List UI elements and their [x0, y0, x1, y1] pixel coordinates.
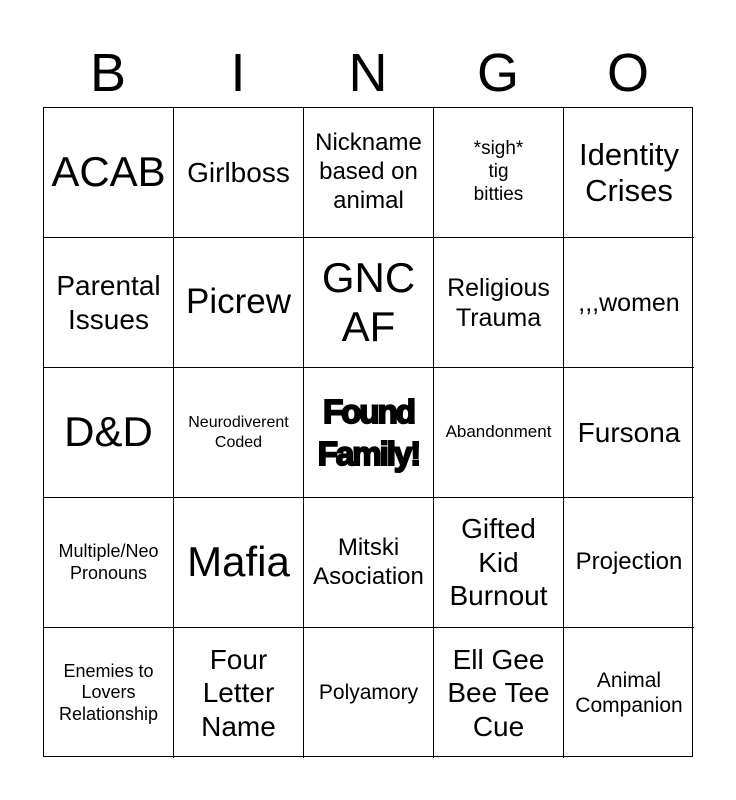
cell-label: Enemies to Lovers Relationship — [58, 660, 159, 724]
cell-label: ,,,women — [578, 288, 680, 317]
cell-label: Multiple/Neo Pronouns — [58, 540, 159, 583]
cell-label: Gifted Kid Burnout — [449, 513, 548, 612]
cell-label: Projection — [575, 548, 683, 576]
free-space-label: Found Family! — [317, 393, 420, 472]
bingo-cell-4-4[interactable] — [434, 498, 564, 628]
header-letter-i: I — [230, 43, 246, 103]
cell-label: Mitski Asociation — [313, 533, 424, 590]
header-letter-o: O — [606, 43, 649, 103]
cell-label: GNC AF — [321, 254, 416, 350]
bingo-cell-4-1[interactable] — [44, 498, 174, 628]
cell-label: *sigh* tig bitties — [473, 138, 524, 205]
bingo-cell-2-3[interactable] — [304, 238, 434, 368]
bingo-cell-5-4[interactable] — [434, 628, 564, 758]
cell-label: Animal Companion — [575, 668, 683, 717]
bingo-cell-2-2[interactable] — [174, 238, 304, 368]
bingo-cell-2-1[interactable] — [44, 238, 174, 368]
bingo-cell-5-5[interactable] — [564, 628, 694, 758]
cell-label: Picrew — [185, 282, 292, 322]
cell-label: Religious Trauma — [447, 273, 550, 332]
header-letter-g: G — [476, 43, 519, 103]
bingo-cell-1-4[interactable] — [434, 108, 564, 238]
bingo-cell-1-1[interactable] — [44, 108, 174, 238]
bingo-cell-2-5[interactable] — [564, 238, 694, 368]
cell-label: Four Letter Name — [201, 643, 276, 742]
bingo-cell-4-2[interactable] — [174, 498, 304, 628]
cell-label: Girlboss — [187, 156, 290, 188]
header-letter-n: N — [348, 43, 388, 103]
bingo-cell-3-4[interactable] — [434, 368, 564, 498]
bingo-cell-5-1[interactable] — [44, 628, 174, 758]
cell-label: Ell Gee Bee Tee Cue — [447, 643, 550, 742]
bingo-header — [43, 40, 693, 106]
header-letter-b: B — [89, 43, 127, 103]
bingo-cell-3-3[interactable] — [304, 368, 434, 498]
bingo-cell-2-4[interactable] — [434, 238, 564, 368]
cell-label: Parental Issues — [56, 269, 161, 335]
cell-label: D&D — [64, 408, 153, 456]
bingo-cell-1-5[interactable] — [564, 108, 694, 238]
bingo-cell-4-5[interactable] — [564, 498, 694, 628]
bingo-cell-1-3[interactable] — [304, 108, 434, 238]
cell-label: Identity Crises — [579, 136, 679, 208]
bingo-board — [43, 107, 693, 757]
bingo-cell-3-1[interactable] — [44, 368, 174, 498]
cell-label: Neurodiverent Coded — [188, 414, 289, 451]
bingo-cell-3-5[interactable] — [564, 368, 694, 498]
cell-label: Polyamory — [318, 681, 419, 705]
bingo-cell-1-2[interactable] — [174, 108, 304, 238]
bingo-cell-5-3[interactable] — [304, 628, 434, 758]
cell-label: ACAB — [51, 148, 166, 196]
cell-label: Fursona — [577, 416, 681, 448]
bingo-cell-4-3[interactable] — [304, 498, 434, 628]
cell-label: Mafia — [187, 538, 290, 586]
cell-label: Abandonment — [445, 422, 552, 442]
bingo-cell-5-2[interactable] — [174, 628, 304, 758]
bingo-cell-3-2[interactable] — [174, 368, 304, 498]
cell-label: Nickname based on animal — [315, 129, 422, 214]
